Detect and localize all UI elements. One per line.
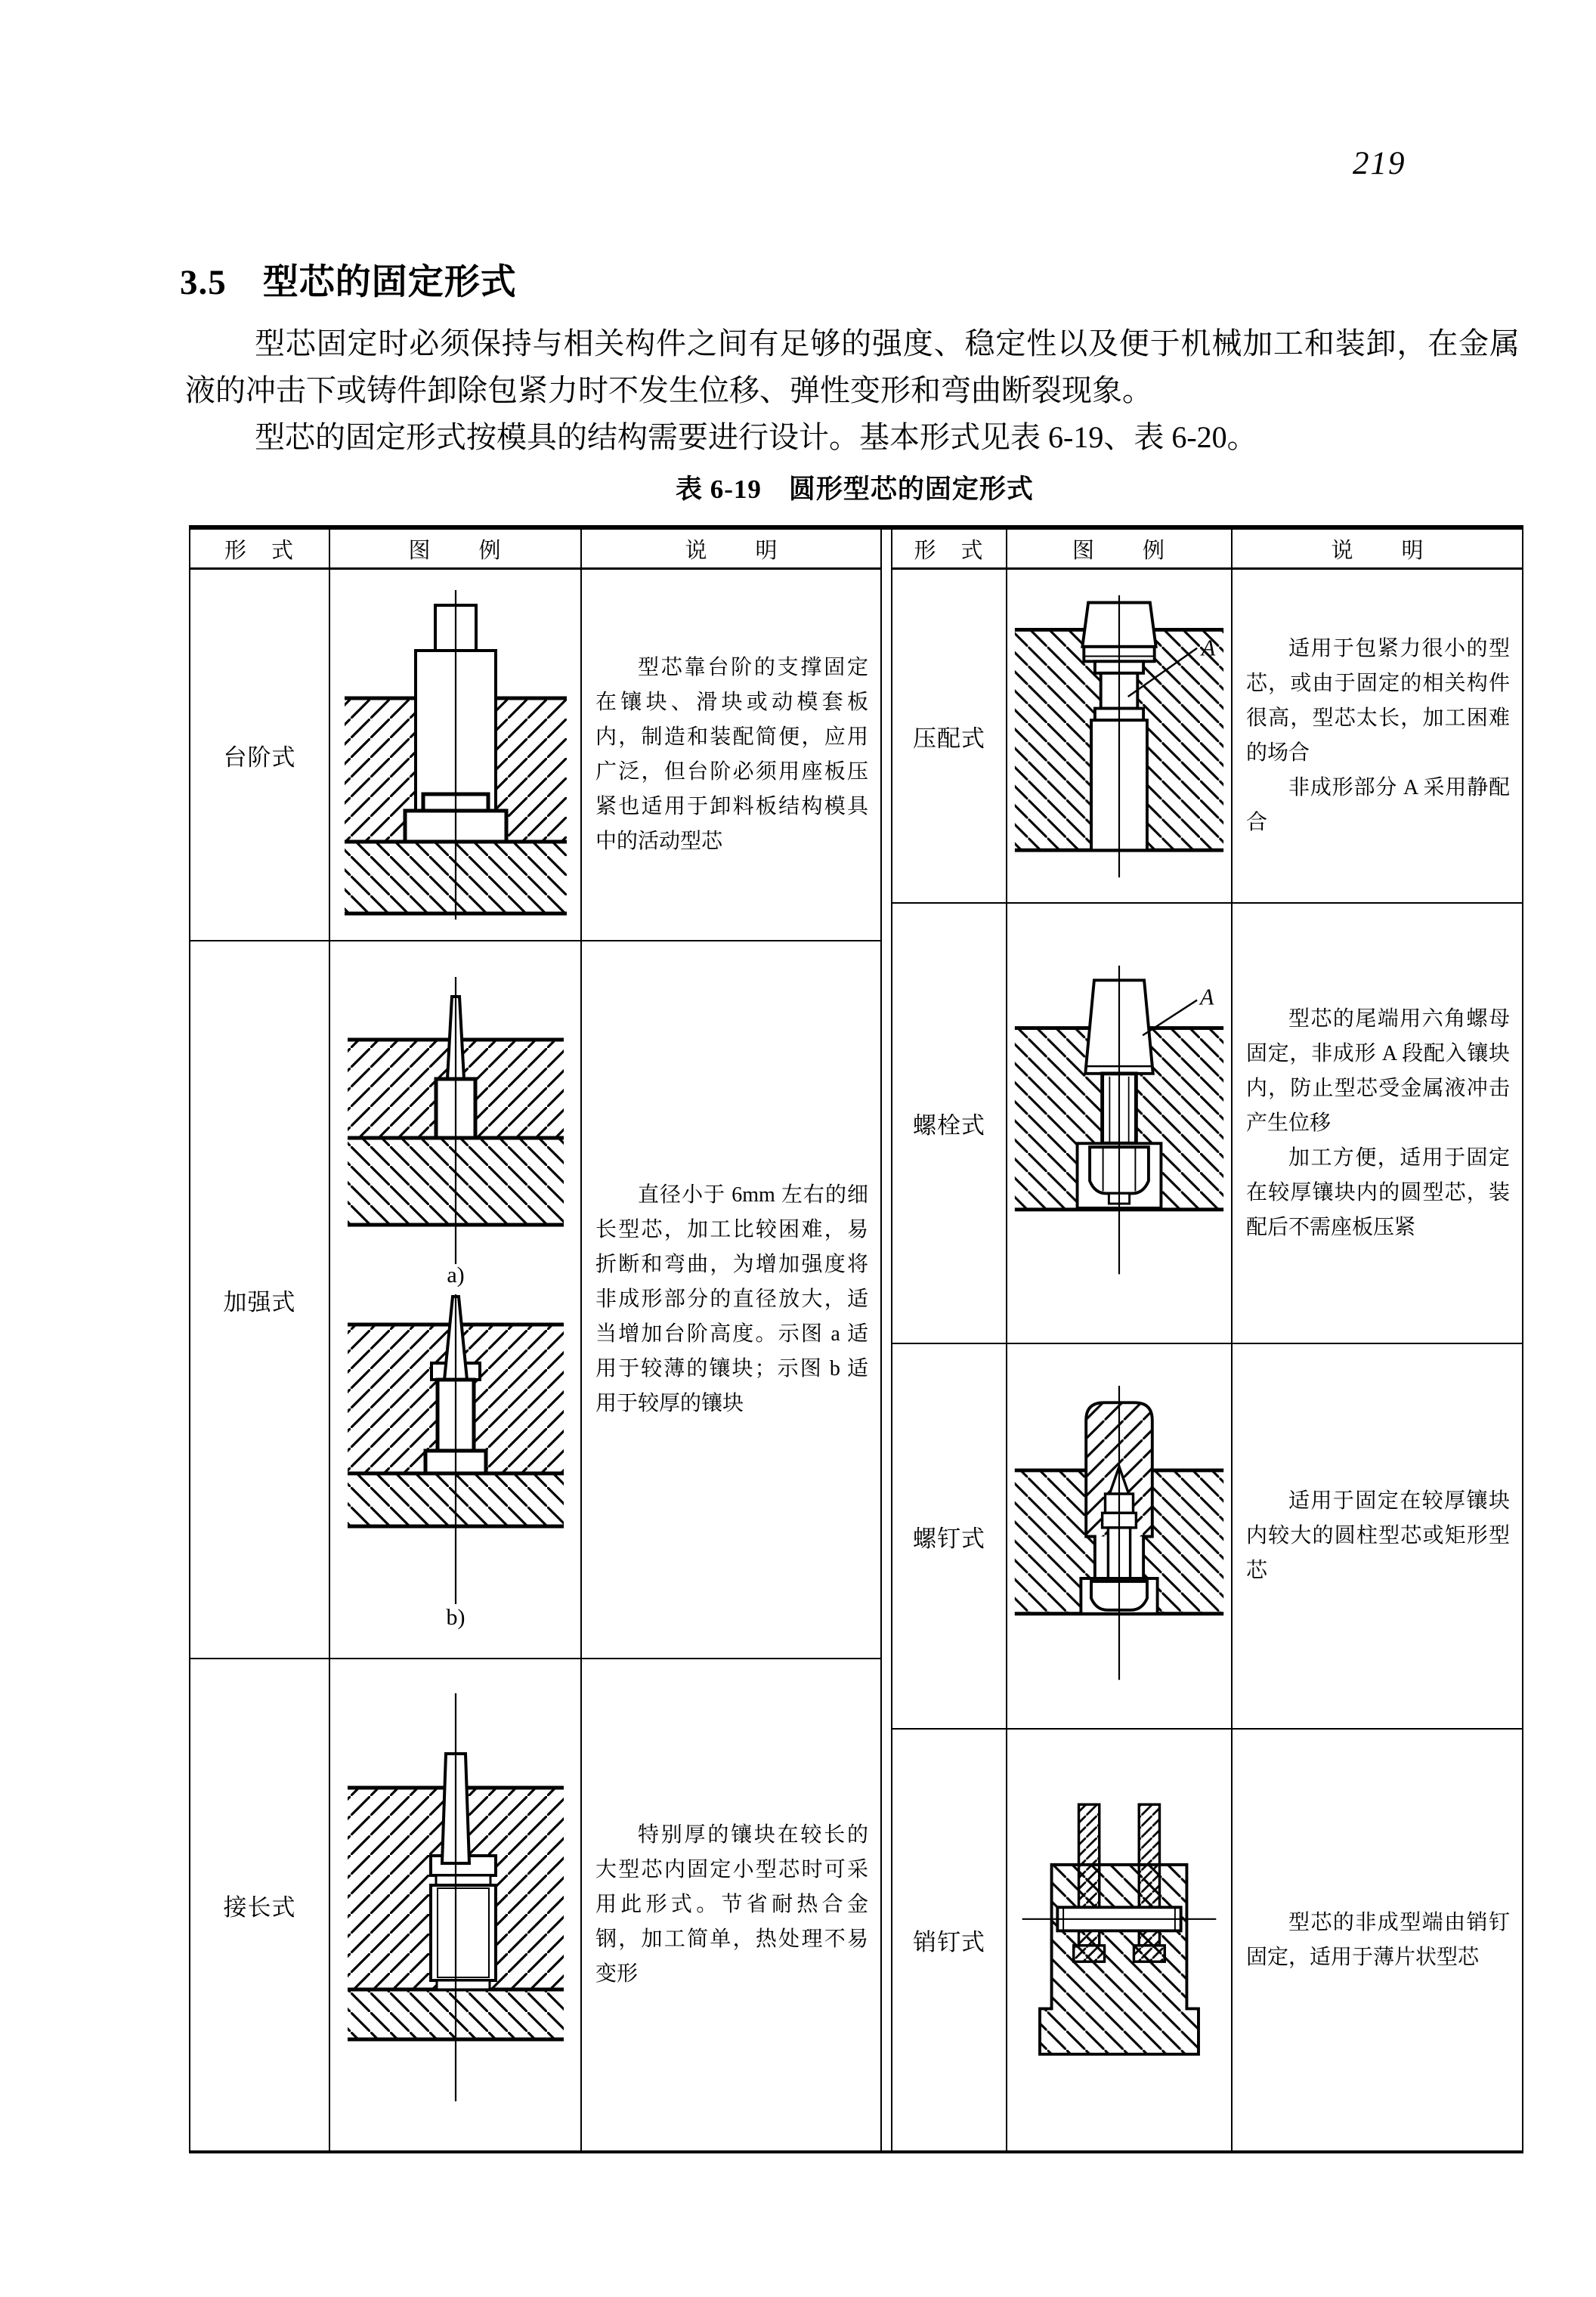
table-right-half	[891, 530, 1522, 2150]
desc-text: 型芯靠台阶的支撑固定在镶块、滑块或动模套板内，制造和装配简便，应用广泛，但台阶必须用座板压紧也适用于卸料板结构模具中的活动型芯	[595, 656, 868, 853]
desc-text: 加工方便，适用于固定在较厚镶块内的圆型芯，装配后不需座板压紧	[1246, 1145, 1510, 1239]
figure-extended-type	[331, 1678, 580, 2132]
desc-cell	[582, 941, 882, 1659]
figure-cell	[330, 941, 582, 1659]
figure-cell	[330, 570, 582, 941]
figure-bolt-type	[1009, 962, 1229, 1285]
form-cell: 加强式	[190, 941, 330, 1659]
desc-cell	[1233, 1730, 1523, 2150]
header-form: 形 式	[892, 530, 1007, 570]
form-cell: 销钉式	[892, 1730, 1007, 2150]
fixing-forms-table	[189, 525, 1523, 2153]
form-cell: 螺栓式	[892, 904, 1007, 1344]
form-cell: 压配式	[892, 570, 1007, 904]
paragraph: 型芯固定时必须保持与相关构件之间有足够的强度、稳定性以及便于机械加工和装卸，在金属液的冲击下或铸件卸除包紧力时不发生位移、弹性变形和弯曲断裂现象。	[185, 326, 1520, 407]
figure-b-label: b)	[446, 1604, 465, 1630]
annotation-a-label: A	[1200, 983, 1214, 1009]
form-cell: 螺钉式	[892, 1344, 1007, 1730]
figure-cell	[1007, 1344, 1233, 1730]
header-form: 形 式	[190, 530, 330, 570]
page-number: 219	[1353, 146, 1406, 181]
figure-cell	[1007, 904, 1233, 1344]
figure-reinforced-b	[331, 1291, 580, 1631]
annotation-a-label: A	[1201, 635, 1216, 661]
header-figure: 图 例	[1007, 530, 1233, 570]
desc-text: 特别厚的镶块在较长的大型芯内固定小型芯时可采用此形式。节省耐热合金钢，加工简单，热处理不易变形	[595, 1823, 868, 1986]
header-figure: 图 例	[330, 530, 582, 570]
form-cell: 接长式	[190, 1659, 330, 2150]
figure-cell	[330, 1659, 582, 2150]
desc-text: 适用于固定在较厚镶块内较大的圆柱型芯或矩形型芯	[1246, 1489, 1510, 1582]
desc-text: 直径小于 6mm 左右的细长型芯，加工比较困难，易折断和弯曲，为增加强度将非成形部分的直径放大，适当增加台阶高度。示图 a 适用于较薄的镶块；示图 b 适用于较厚的镶块	[595, 1183, 868, 1415]
desc-cell	[1233, 1344, 1523, 1730]
figure-cell	[1007, 570, 1233, 904]
intro-paragraphs	[185, 320, 1520, 461]
section-heading: 3.5 型芯的固定形式	[180, 263, 517, 302]
paragraph: 型芯的固定形式按模具的结构需要进行设计。基本形式见表 6-19、表 6-20。	[255, 420, 1257, 454]
figure-step-type	[331, 581, 580, 929]
desc-text: 型芯的尾端用六角螺母固定，非成形 A 段配入镶块内，防止型芯受金属液冲击产生位移	[1246, 1006, 1510, 1135]
header-note: 说 明	[582, 530, 882, 570]
figure-press-fit	[1009, 589, 1229, 883]
table-left-half	[190, 530, 882, 2150]
desc-text: 型芯的非成型端由销钉固定，适用于薄片状型芯	[1246, 1910, 1510, 1969]
desc-text: 非成形部分 A 采用静配合	[1246, 776, 1510, 834]
figure-cell	[1007, 1730, 1233, 2150]
table-caption: 表 6-19 圆形型芯的固定形式	[676, 475, 1034, 504]
figure-a-label: a)	[446, 1262, 465, 1288]
desc-cell	[582, 570, 882, 941]
figure-screw-type	[1009, 1382, 1229, 1691]
desc-cell	[1233, 904, 1523, 1344]
form-cell: 台阶式	[190, 570, 330, 941]
desc-cell	[582, 1659, 882, 2150]
figure-reinforced-a	[331, 969, 580, 1291]
figure-pin-type	[1009, 1782, 1229, 2098]
desc-text: 适用于包紧力很小的型芯，或由于固定的相关构件很高，型芯太长，加工困难的场合	[1246, 637, 1510, 765]
desc-cell	[1233, 570, 1523, 904]
header-note: 说 明	[1233, 530, 1523, 570]
